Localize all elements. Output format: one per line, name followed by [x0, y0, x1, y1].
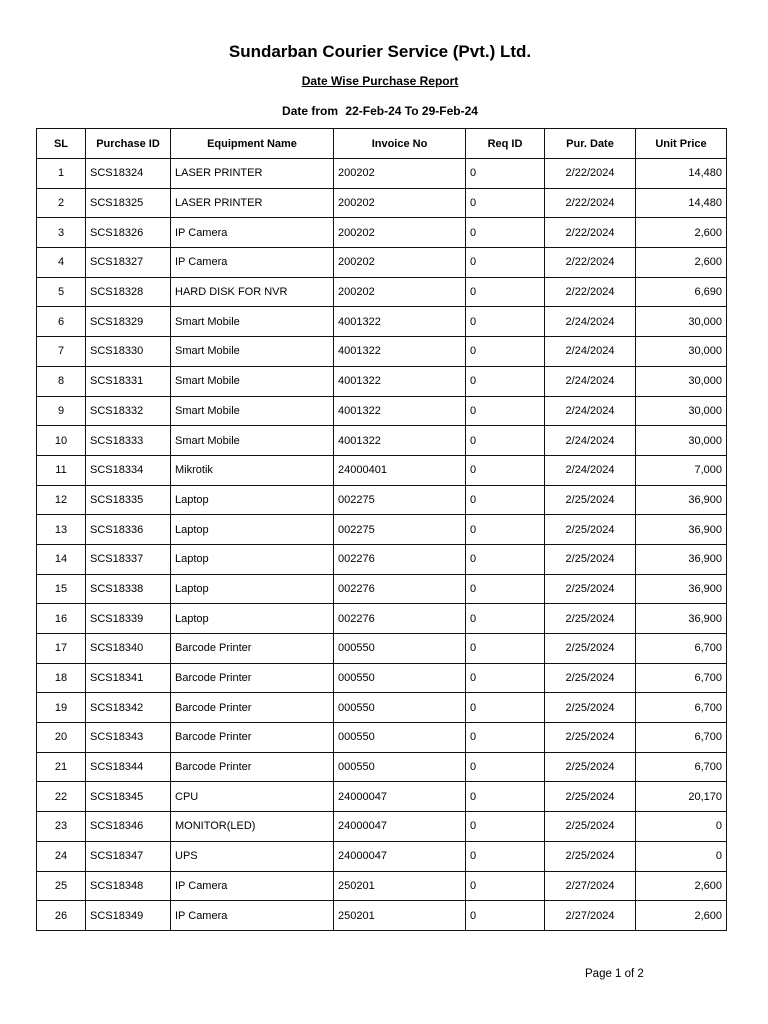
equipment-name-cell: Laptop [171, 544, 334, 574]
req-id-cell: 0 [466, 337, 545, 367]
date-from-label: Date from [282, 104, 339, 118]
col-unit-price-header: Unit Price [636, 129, 727, 159]
unit-price-cell: 0 [636, 841, 727, 871]
req-id-cell: 0 [466, 515, 545, 545]
pur-date-cell: 2/25/2024 [545, 634, 636, 664]
pur-date-cell: 2/25/2024 [545, 841, 636, 871]
purchase-id-cell: SCS18347 [86, 841, 171, 871]
table-row [37, 366, 727, 396]
req-id-cell: 0 [466, 248, 545, 278]
pur-date-cell: 2/22/2024 [545, 277, 636, 307]
pur-date-cell: 2/22/2024 [545, 159, 636, 189]
equipment-name-cell: Barcode Printer [171, 752, 334, 782]
invoice-no-cell: 002276 [334, 574, 466, 604]
table-row [37, 515, 727, 545]
equipment-name-cell: Smart Mobile [171, 396, 334, 426]
equipment-name-cell: IP Camera [171, 871, 334, 901]
pur-date-cell: 2/27/2024 [545, 901, 636, 931]
table-row [37, 634, 727, 664]
unit-price-cell: 30,000 [636, 396, 727, 426]
pur-date-cell: 2/25/2024 [545, 812, 636, 842]
equipment-name-cell: LASER PRINTER [171, 159, 334, 189]
unit-price-cell: 6,700 [636, 634, 727, 664]
table-row [37, 337, 727, 367]
sl-cell: 8 [37, 366, 86, 396]
sl-cell: 19 [37, 693, 86, 723]
unit-price-cell: 6,700 [636, 663, 727, 693]
sl-cell: 24 [37, 841, 86, 871]
unit-price-cell: 2,600 [636, 871, 727, 901]
col-pur-date-header: Pur. Date [545, 129, 636, 159]
unit-price-cell: 30,000 [636, 366, 727, 396]
invoice-no-cell: 000550 [334, 663, 466, 693]
table-row [37, 782, 727, 812]
invoice-no-cell: 002275 [334, 485, 466, 515]
invoice-no-cell: 002276 [334, 604, 466, 634]
sl-cell: 7 [37, 337, 86, 367]
purchase-id-cell: SCS18332 [86, 396, 171, 426]
req-id-cell: 0 [466, 277, 545, 307]
req-id-cell: 0 [466, 841, 545, 871]
table-row [37, 901, 727, 931]
sl-cell: 1 [37, 159, 86, 189]
table-row [37, 752, 727, 782]
purchase-id-cell: SCS18330 [86, 337, 171, 367]
equipment-name-cell: Smart Mobile [171, 366, 334, 396]
invoice-no-cell: 24000401 [334, 455, 466, 485]
req-id-cell: 0 [466, 366, 545, 396]
sl-cell: 10 [37, 426, 86, 456]
equipment-name-cell: Laptop [171, 515, 334, 545]
unit-price-cell: 6,700 [636, 723, 727, 753]
equipment-name-cell: Smart Mobile [171, 307, 334, 337]
req-id-cell: 0 [466, 812, 545, 842]
equipment-name-cell: Barcode Printer [171, 663, 334, 693]
req-id-cell: 0 [466, 723, 545, 753]
unit-price-cell: 36,900 [636, 485, 727, 515]
unit-price-cell: 30,000 [636, 426, 727, 456]
invoice-no-cell: 4001322 [334, 366, 466, 396]
unit-price-cell: 2,600 [636, 901, 727, 931]
req-id-cell: 0 [466, 218, 545, 248]
table-row [37, 693, 727, 723]
invoice-no-cell: 200202 [334, 248, 466, 278]
equipment-name-cell: LASER PRINTER [171, 188, 334, 218]
pur-date-cell: 2/22/2024 [545, 248, 636, 278]
unit-price-cell: 7,000 [636, 455, 727, 485]
equipment-name-cell: Laptop [171, 485, 334, 515]
purchase-id-cell: SCS18343 [86, 723, 171, 753]
date-from: 22-Feb-24 [345, 104, 402, 118]
purchase-id-cell: SCS18327 [86, 248, 171, 278]
col-req-id-header: Req ID [466, 129, 545, 159]
page-number: Page 1 of 2 [585, 968, 644, 980]
invoice-no-cell: 000550 [334, 634, 466, 664]
invoice-no-cell: 200202 [334, 218, 466, 248]
date-range [0, 104, 760, 118]
sl-cell: 16 [37, 604, 86, 634]
sl-cell: 12 [37, 485, 86, 515]
unit-price-cell: 36,900 [636, 544, 727, 574]
invoice-no-cell: 200202 [334, 159, 466, 189]
table-row [37, 544, 727, 574]
table-row [37, 248, 727, 278]
invoice-no-cell: 4001322 [334, 337, 466, 367]
pur-date-cell: 2/24/2024 [545, 455, 636, 485]
purchase-id-cell: SCS18349 [86, 901, 171, 931]
req-id-cell: 0 [466, 604, 545, 634]
equipment-name-cell: Barcode Printer [171, 723, 334, 753]
sl-cell: 2 [37, 188, 86, 218]
table-row [37, 723, 727, 753]
equipment-name-cell: Barcode Printer [171, 693, 334, 723]
req-id-cell: 0 [466, 693, 545, 723]
report-title [0, 74, 760, 88]
table-row [37, 663, 727, 693]
purchase-id-cell: SCS18331 [86, 366, 171, 396]
purchase-id-cell: SCS18338 [86, 574, 171, 604]
sl-cell: 4 [37, 248, 86, 278]
unit-price-cell: 36,900 [636, 515, 727, 545]
invoice-no-cell: 200202 [334, 277, 466, 307]
purchase-id-cell: SCS18328 [86, 277, 171, 307]
req-id-cell: 0 [466, 396, 545, 426]
unit-price-cell: 20,170 [636, 782, 727, 812]
sl-cell: 5 [37, 277, 86, 307]
table-row [37, 396, 727, 426]
invoice-no-cell: 000550 [334, 723, 466, 753]
pur-date-cell: 2/25/2024 [545, 663, 636, 693]
unit-price-cell: 2,600 [636, 218, 727, 248]
unit-price-cell: 6,690 [636, 277, 727, 307]
report-title-text: Date Wise Purchase Report [301, 74, 459, 88]
purchase-id-cell: SCS18337 [86, 544, 171, 574]
sl-cell: 14 [37, 544, 86, 574]
pur-date-cell: 2/24/2024 [545, 426, 636, 456]
company-name: Sundarban Courier Service (Pvt.) Ltd. [228, 42, 532, 61]
unit-price-cell: 0 [636, 812, 727, 842]
req-id-cell: 0 [466, 901, 545, 931]
sl-cell: 22 [37, 782, 86, 812]
date-to: 29-Feb-24 [421, 104, 478, 118]
table-row [37, 188, 727, 218]
table-row [37, 307, 727, 337]
unit-price-cell: 30,000 [636, 337, 727, 367]
equipment-name-cell: CPU [171, 782, 334, 812]
pur-date-cell: 2/22/2024 [545, 218, 636, 248]
purchase-id-cell: SCS18339 [86, 604, 171, 634]
invoice-no-cell: 000550 [334, 752, 466, 782]
sl-cell: 13 [37, 515, 86, 545]
unit-price-cell: 36,900 [636, 604, 727, 634]
unit-price-cell: 36,900 [636, 574, 727, 604]
table-row [37, 218, 727, 248]
unit-price-cell: 6,700 [636, 752, 727, 782]
table-header-row [37, 129, 727, 159]
purchase-table [36, 128, 727, 931]
req-id-cell: 0 [466, 159, 545, 189]
req-id-cell: 0 [466, 307, 545, 337]
pur-date-cell: 2/25/2024 [545, 782, 636, 812]
purchase-id-cell: SCS18341 [86, 663, 171, 693]
sl-cell: 6 [37, 307, 86, 337]
table-row [37, 455, 727, 485]
equipment-name-cell: Barcode Printer [171, 634, 334, 664]
table-row [37, 574, 727, 604]
table-row [37, 426, 727, 456]
purchase-id-cell: SCS18346 [86, 812, 171, 842]
sl-cell: 11 [37, 455, 86, 485]
invoice-no-cell: 250201 [334, 871, 466, 901]
equipment-name-cell: HARD DISK FOR NVR [171, 277, 334, 307]
req-id-cell: 0 [466, 485, 545, 515]
purchase-id-cell: SCS18340 [86, 634, 171, 664]
invoice-no-cell: 4001322 [334, 426, 466, 456]
date-to-label: To [404, 104, 419, 118]
table-row [37, 871, 727, 901]
pur-date-cell: 2/24/2024 [545, 307, 636, 337]
req-id-cell: 0 [466, 544, 545, 574]
equipment-name-cell: Mikrotik [171, 455, 334, 485]
sl-cell: 20 [37, 723, 86, 753]
unit-price-cell: 14,480 [636, 188, 727, 218]
pur-date-cell: 2/25/2024 [545, 752, 636, 782]
invoice-no-cell: 250201 [334, 901, 466, 931]
pur-date-cell: 2/25/2024 [545, 604, 636, 634]
purchase-id-cell: SCS18342 [86, 693, 171, 723]
sl-cell: 3 [37, 218, 86, 248]
table-body [37, 159, 727, 931]
req-id-cell: 0 [466, 455, 545, 485]
req-id-cell: 0 [466, 188, 545, 218]
purchase-id-cell: SCS18333 [86, 426, 171, 456]
purchase-id-cell: SCS18325 [86, 188, 171, 218]
sl-cell: 18 [37, 663, 86, 693]
sl-cell: 25 [37, 871, 86, 901]
equipment-name-cell: MONITOR(LED) [171, 812, 334, 842]
req-id-cell: 0 [466, 574, 545, 604]
pur-date-cell: 2/24/2024 [545, 396, 636, 426]
equipment-name-cell: IP Camera [171, 901, 334, 931]
purchase-id-cell: SCS18348 [86, 871, 171, 901]
purchase-id-cell: SCS18324 [86, 159, 171, 189]
invoice-no-cell: 24000047 [334, 812, 466, 842]
req-id-cell: 0 [466, 782, 545, 812]
table-row [37, 277, 727, 307]
invoice-no-cell: 4001322 [334, 307, 466, 337]
sl-cell: 17 [37, 634, 86, 664]
table-row [37, 159, 727, 189]
sl-cell: 9 [37, 396, 86, 426]
col-sl-header: SL [37, 129, 86, 159]
equipment-name-cell: Laptop [171, 574, 334, 604]
col-invoice-no-header: Invoice No [334, 129, 466, 159]
purchase-id-cell: SCS18335 [86, 485, 171, 515]
table-row [37, 812, 727, 842]
invoice-no-cell: 4001322 [334, 396, 466, 426]
pur-date-cell: 2/24/2024 [545, 337, 636, 367]
pur-date-cell: 2/25/2024 [545, 574, 636, 604]
col-equipment-name-header: Equipment Name [171, 129, 334, 159]
equipment-name-cell: IP Camera [171, 248, 334, 278]
table-row [37, 841, 727, 871]
sl-cell: 21 [37, 752, 86, 782]
purchase-id-cell: SCS18344 [86, 752, 171, 782]
pur-date-cell: 2/25/2024 [545, 723, 636, 753]
purchase-id-cell: SCS18336 [86, 515, 171, 545]
req-id-cell: 0 [466, 752, 545, 782]
req-id-cell: 0 [466, 426, 545, 456]
equipment-name-cell: Smart Mobile [171, 337, 334, 367]
pur-date-cell: 2/22/2024 [545, 188, 636, 218]
req-id-cell: 0 [466, 871, 545, 901]
purchase-id-cell: SCS18329 [86, 307, 171, 337]
unit-price-cell: 14,480 [636, 159, 727, 189]
purchase-id-cell: SCS18326 [86, 218, 171, 248]
sl-cell: 26 [37, 901, 86, 931]
pur-date-cell: 2/24/2024 [545, 366, 636, 396]
unit-price-cell: 2,600 [636, 248, 727, 278]
req-id-cell: 0 [466, 634, 545, 664]
purchase-id-cell: SCS18334 [86, 455, 171, 485]
invoice-no-cell: 24000047 [334, 841, 466, 871]
invoice-no-cell: 24000047 [334, 782, 466, 812]
invoice-no-cell: 002275 [334, 515, 466, 545]
pur-date-cell: 2/25/2024 [545, 515, 636, 545]
invoice-no-cell: 002276 [334, 544, 466, 574]
sl-cell: 23 [37, 812, 86, 842]
equipment-name-cell: UPS [171, 841, 334, 871]
table-row [37, 604, 727, 634]
equipment-name-cell: Smart Mobile [171, 426, 334, 456]
pur-date-cell: 2/27/2024 [545, 871, 636, 901]
pur-date-cell: 2/25/2024 [545, 693, 636, 723]
table-row [37, 485, 727, 515]
equipment-name-cell: Laptop [171, 604, 334, 634]
invoice-no-cell: 200202 [334, 188, 466, 218]
invoice-no-cell: 000550 [334, 693, 466, 723]
unit-price-cell: 6,700 [636, 693, 727, 723]
pur-date-cell: 2/25/2024 [545, 485, 636, 515]
sl-cell: 15 [37, 574, 86, 604]
unit-price-cell: 30,000 [636, 307, 727, 337]
req-id-cell: 0 [466, 663, 545, 693]
pur-date-cell: 2/25/2024 [545, 544, 636, 574]
equipment-name-cell: IP Camera [171, 218, 334, 248]
col-purchase-id-header: Purchase ID [86, 129, 171, 159]
purchase-id-cell: SCS18345 [86, 782, 171, 812]
